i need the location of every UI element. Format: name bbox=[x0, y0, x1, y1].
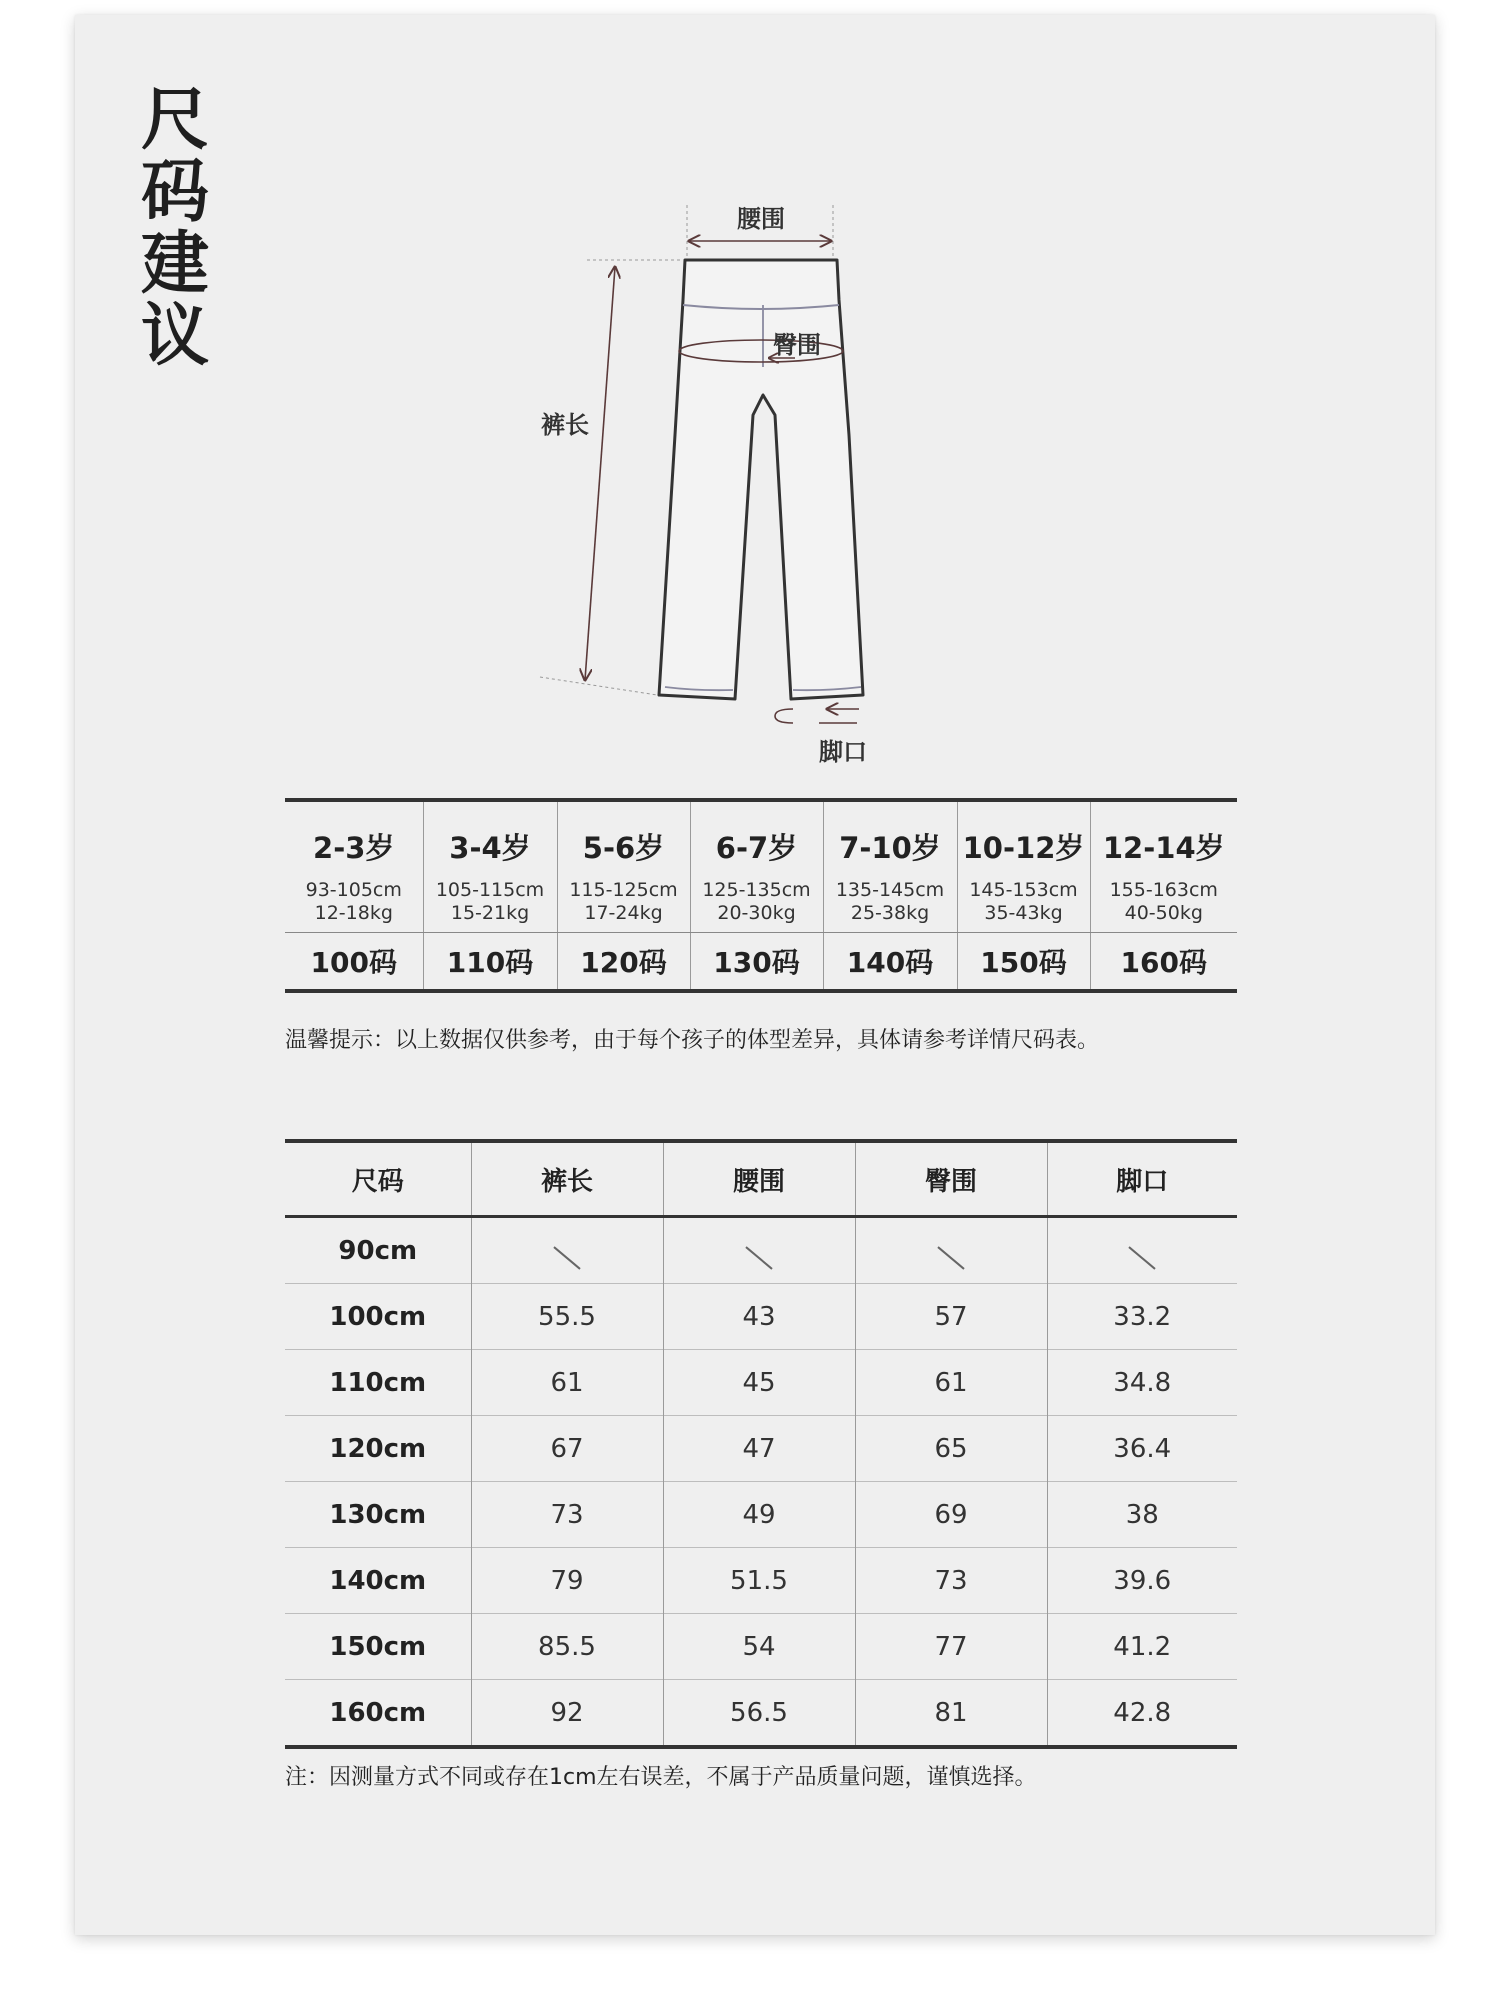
pants-outline bbox=[659, 260, 863, 699]
hip-cell: 65 bbox=[855, 1416, 1047, 1482]
waist-measure bbox=[687, 205, 833, 259]
length-cell: 79 bbox=[471, 1548, 663, 1614]
hem-label: 脚口 bbox=[819, 738, 867, 766]
hem-cell: 33.2 bbox=[1047, 1284, 1237, 1350]
height-range: 93-105cm bbox=[305, 879, 402, 901]
hem-cell: 34.8 bbox=[1047, 1350, 1237, 1416]
weight-range: 12-18kg bbox=[314, 902, 393, 924]
age-cell bbox=[557, 800, 690, 933]
waist-cell: 54 bbox=[663, 1614, 855, 1680]
column-header: 裤长 bbox=[471, 1141, 663, 1217]
column-header: 腰围 bbox=[663, 1141, 855, 1217]
size-guide-card bbox=[75, 15, 1435, 1935]
length-cell: 85.5 bbox=[471, 1614, 663, 1680]
table-row bbox=[285, 1680, 1237, 1748]
diagonal-slash-icon bbox=[745, 1246, 772, 1269]
waist-cell: 43 bbox=[663, 1284, 855, 1350]
age-size-table bbox=[285, 798, 1237, 993]
hip-cell: 73 bbox=[855, 1548, 1047, 1614]
hem-cell: 36.4 bbox=[1047, 1416, 1237, 1482]
hem-cell: 38 bbox=[1047, 1482, 1237, 1548]
weight-range: 40-50kg bbox=[1124, 902, 1203, 924]
size-code-cell: 150码 bbox=[957, 933, 1090, 992]
waist-label: 腰围 bbox=[737, 205, 785, 233]
age-cell bbox=[957, 800, 1090, 933]
hem-cell: 42.8 bbox=[1047, 1680, 1237, 1748]
column-header: 尺码 bbox=[285, 1141, 471, 1217]
waist-cell: 45 bbox=[663, 1350, 855, 1416]
title-char: 尺 bbox=[140, 81, 209, 160]
length-cell: 67 bbox=[471, 1416, 663, 1482]
hem-cell: 39.6 bbox=[1047, 1548, 1237, 1614]
table-row bbox=[285, 1548, 1237, 1614]
empty-cell bbox=[663, 1217, 855, 1284]
table-row bbox=[285, 1217, 1237, 1284]
height-range: 145-153cm bbox=[969, 879, 1078, 901]
table-header-row bbox=[285, 1141, 1237, 1217]
length-cell: 92 bbox=[471, 1680, 663, 1748]
waist-cell: 49 bbox=[663, 1482, 855, 1548]
size-cell: 130cm bbox=[285, 1482, 471, 1548]
hip-label: 臀围 bbox=[773, 331, 821, 359]
age-row bbox=[285, 800, 1237, 933]
disclaimer-note: 注：因测量方式不同或存在1cm左右误差，不属于产品质量问题，谨慎选择。 bbox=[285, 1765, 1037, 1790]
size-code-row bbox=[285, 933, 1237, 992]
age-label: 3-4岁 bbox=[449, 831, 531, 865]
size-code-cell: 100码 bbox=[310, 946, 397, 979]
column-header: 臀围 bbox=[855, 1141, 1047, 1217]
diagonal-slash-icon bbox=[937, 1246, 964, 1269]
waist-cell: 51.5 bbox=[663, 1548, 855, 1614]
diagonal-slash-icon bbox=[553, 1246, 580, 1269]
age-cell bbox=[1090, 800, 1237, 933]
table-row bbox=[285, 1482, 1237, 1548]
age-cell bbox=[423, 800, 557, 933]
length-label: 裤长 bbox=[541, 411, 589, 439]
size-cell: 140cm bbox=[285, 1548, 471, 1614]
title-char: 议 bbox=[140, 297, 209, 376]
weight-range: 20-30kg bbox=[717, 902, 796, 924]
empty-cell bbox=[1047, 1217, 1237, 1284]
table-row bbox=[285, 1284, 1237, 1350]
size-code-cell: 120码 bbox=[557, 933, 690, 992]
size-cell: 100cm bbox=[285, 1284, 471, 1350]
size-code-cell: 140码 bbox=[823, 933, 957, 992]
title-char: 建 bbox=[140, 225, 209, 304]
height-range: 125-135cm bbox=[702, 879, 811, 901]
height-range: 135-145cm bbox=[835, 879, 945, 901]
table-row bbox=[285, 1614, 1237, 1680]
age-label: 2-3岁 bbox=[313, 831, 395, 865]
hip-cell: 69 bbox=[855, 1482, 1047, 1548]
length-cell: 55.5 bbox=[471, 1284, 663, 1350]
size-cell: 120cm bbox=[285, 1416, 471, 1482]
hip-cell: 81 bbox=[855, 1680, 1047, 1748]
size-cell: 90cm bbox=[338, 1235, 418, 1266]
weight-range: 17-24kg bbox=[584, 902, 663, 924]
table-row bbox=[285, 1350, 1237, 1416]
measurement-table bbox=[285, 1139, 1237, 1749]
weight-range: 15-21kg bbox=[450, 902, 530, 924]
pants-measurement-diagram bbox=[75, 15, 1435, 775]
hem-cell: 41.2 bbox=[1047, 1614, 1237, 1680]
diagonal-slash-icon bbox=[1129, 1246, 1156, 1269]
length-measure bbox=[540, 260, 681, 695]
waist-cell: 56.5 bbox=[663, 1680, 855, 1748]
weight-range: 25-38kg bbox=[850, 902, 930, 924]
table-row bbox=[285, 1416, 1237, 1482]
size-cell: 160cm bbox=[285, 1680, 471, 1748]
size-code-cell: 160码 bbox=[1090, 933, 1237, 992]
size-code-cell: 110码 bbox=[423, 933, 557, 992]
age-cell bbox=[690, 800, 823, 933]
size-cell: 150cm bbox=[285, 1614, 471, 1680]
hip-cell: 77 bbox=[855, 1614, 1047, 1680]
age-label: 6-7岁 bbox=[715, 831, 798, 865]
column-header: 脚口 bbox=[1047, 1141, 1237, 1217]
hip-cell: 61 bbox=[855, 1350, 1047, 1416]
height-range: 105-115cm bbox=[435, 879, 545, 901]
hip-cell: 57 bbox=[855, 1284, 1047, 1350]
age-cell bbox=[823, 800, 957, 933]
size-cell: 110cm bbox=[285, 1350, 471, 1416]
weight-range: 35-43kg bbox=[984, 902, 1063, 924]
waist-cell: 47 bbox=[663, 1416, 855, 1482]
empty-cell bbox=[471, 1217, 663, 1284]
age-label: 7-10岁 bbox=[839, 831, 941, 865]
title-char: 码 bbox=[140, 153, 209, 232]
height-range: 115-125cm bbox=[569, 879, 678, 901]
height-range: 155-163cm bbox=[1109, 879, 1218, 901]
tip-text: 温馨提示：以上数据仅供参考，由于每个孩子的体型差异，具体请参考详情尺码表。 bbox=[285, 1028, 1100, 1053]
age-label: 12-14岁 bbox=[1102, 831, 1225, 865]
empty-cell bbox=[855, 1217, 1047, 1284]
length-cell: 61 bbox=[471, 1350, 663, 1416]
age-cell bbox=[285, 800, 423, 933]
age-label: 5-6岁 bbox=[582, 831, 665, 865]
age-label: 10-12岁 bbox=[962, 831, 1085, 865]
hem-measure bbox=[775, 709, 867, 766]
size-code-cell: 130码 bbox=[690, 933, 823, 992]
length-cell: 73 bbox=[471, 1482, 663, 1548]
